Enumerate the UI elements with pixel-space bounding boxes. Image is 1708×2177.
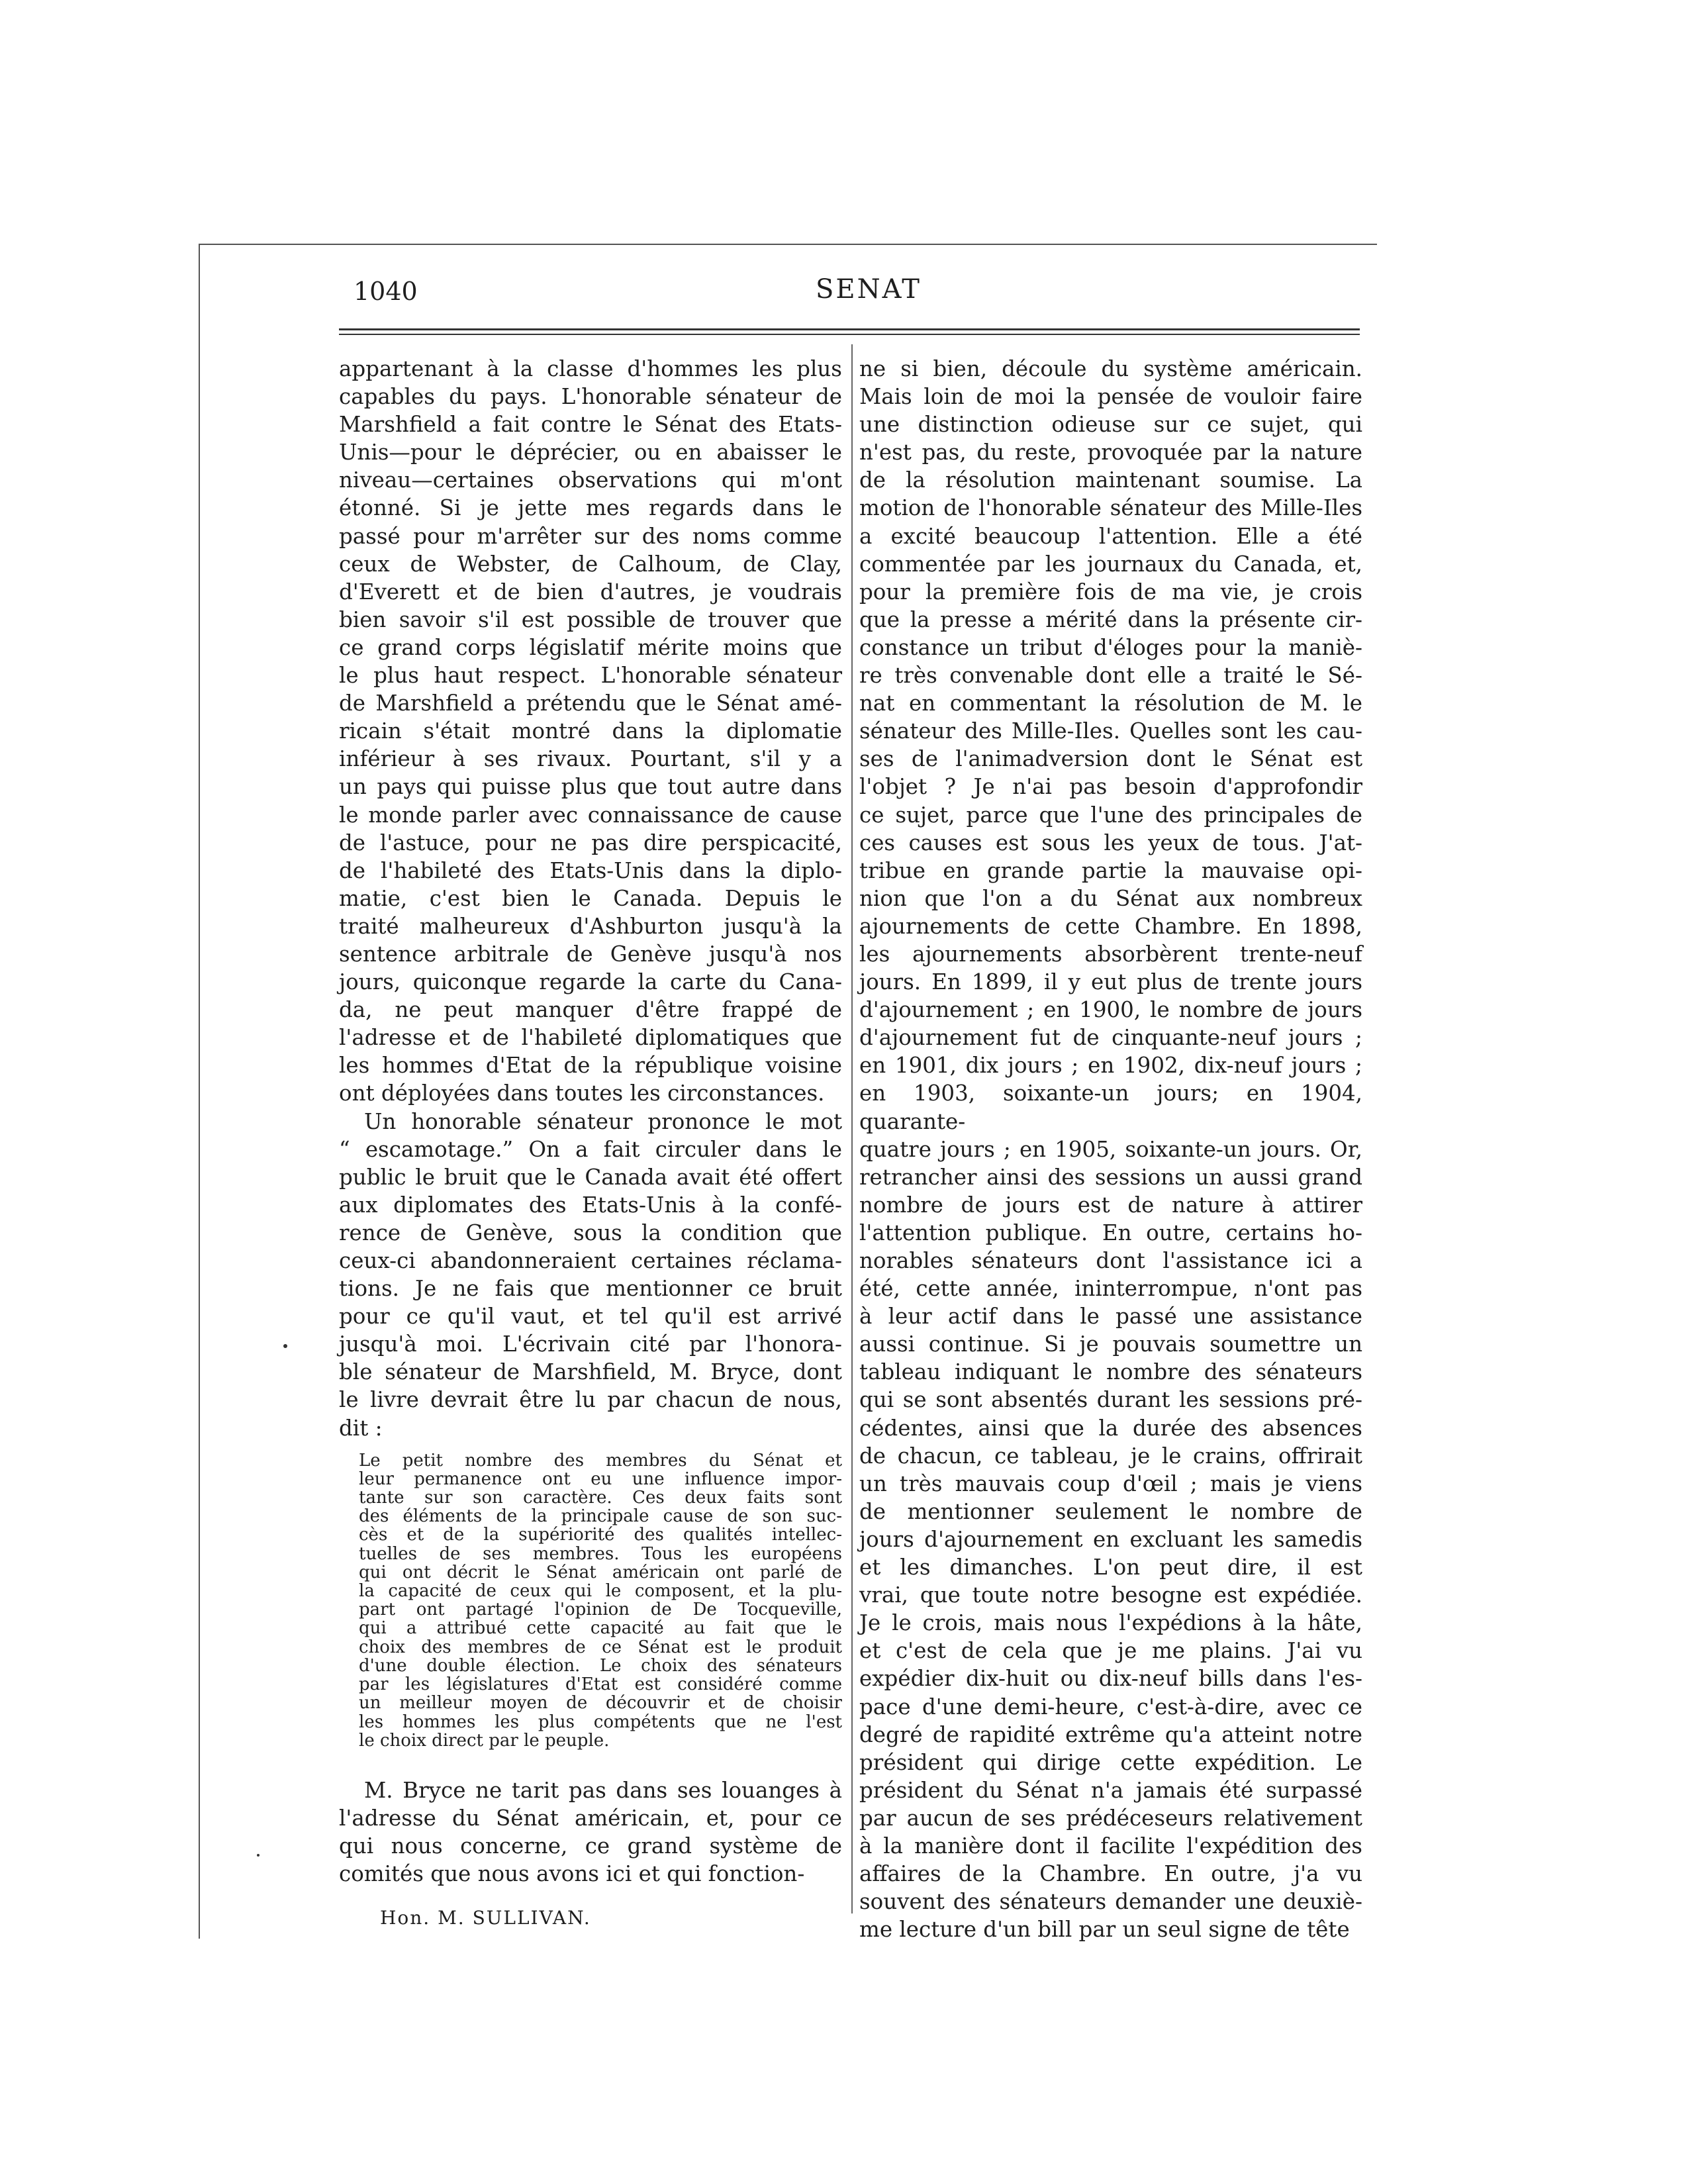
text-line: comités que nous avons ici et qui fonction- xyxy=(339,1861,805,1887)
text-line: Marshfield a fait contre le Sénat des Etats- xyxy=(339,412,842,438)
text-line: ce sujet, parce que l'une des principales de xyxy=(859,802,1362,828)
scan-speck xyxy=(257,1854,260,1857)
scan-page-edge-top xyxy=(199,244,1377,245)
text-line: l'objet ? Je n'ai pas besoin d'approfondir xyxy=(859,774,1362,800)
page-number: 1040 xyxy=(354,277,418,306)
text-line: choix des membres de ce Sénat est le produit xyxy=(359,1637,842,1657)
right-column xyxy=(859,355,1362,1943)
text-line: d'Everett et de bien d'autres, je voudrais xyxy=(339,579,842,605)
text-line: public le bruit que le Canada avait été offert xyxy=(339,1164,842,1190)
text-line: nombre de jours est de nature à attirer xyxy=(859,1192,1362,1218)
text-line: aussi continue. Si je pouvais soumettre un xyxy=(859,1331,1362,1357)
text-line: tions. Je ne fais que mentionner ce bruit xyxy=(339,1276,842,1302)
text-line: d'ajournement fut de cinquante-neuf jours ; xyxy=(859,1025,1362,1051)
text-line: à la manière dont il facilite l'expédition des xyxy=(859,1833,1362,1859)
text-line: été, cette année, ininterrompue, n'ont pas xyxy=(859,1276,1362,1302)
text-line: par aucun de ses prédéceseurs relativement xyxy=(859,1805,1362,1831)
text-line: ricain s'était montré dans la diplomatie xyxy=(339,718,842,744)
text-line: pace d'une demi-heure, c'est-à-dire, avec ce xyxy=(859,1694,1362,1719)
text-line: n'est pas, du reste, provoquée par la nature xyxy=(859,440,1362,465)
text-line: des éléments de la principale cause de son suc- xyxy=(359,1506,842,1527)
text-line: tableau indiquant le nombre des sénateurs xyxy=(859,1359,1362,1385)
text-line: rence de Genève, sous la condition que xyxy=(339,1220,842,1245)
text-line: l'attention publique. En outre, certains ho- xyxy=(859,1220,1362,1245)
text-line: nat en commentant la résolution de M. le xyxy=(859,691,1362,716)
text-line: qui ont décrit le Sénat américain ont parlé de xyxy=(359,1562,842,1582)
text-line: à leur actif dans le passé une assistance xyxy=(859,1304,1362,1330)
text-line: qui nous concerne, ce grand système de xyxy=(339,1833,842,1859)
text-line: capables du pays. L'honorable sénateur de xyxy=(339,384,842,410)
text-line: ces causes est sous les yeux de tous. J'at- xyxy=(859,830,1362,855)
text-line: la capacité de ceux qui le composent, et la plu- xyxy=(359,1581,842,1602)
scan-speck xyxy=(283,1344,287,1348)
scan-page-edge-left xyxy=(199,244,200,1939)
text-line: Unis—pour le déprécier, ou en abaisser le xyxy=(339,440,842,465)
text-line: président du Sénat n'a jamais été surpassé xyxy=(859,1777,1362,1803)
text-line: un meilleur moyen de découvrir et de choisir xyxy=(359,1693,842,1714)
text-line: d'une double élection. Le choix des sénateurs xyxy=(359,1655,842,1676)
text-line: que la presse a mérité dans la présente cir- xyxy=(859,606,1362,632)
text-line: expédier dix-huit ou dix-neuf bills dans l'es- xyxy=(859,1666,1362,1692)
text-line: ble sénateur de Marshfield, M. Bryce, dont xyxy=(339,1359,842,1385)
text-line: ses de l'animadversion dont le Sénat est xyxy=(859,746,1362,772)
text-line: me lecture d'un bill par un seul signe de tête xyxy=(859,1917,1350,1943)
text-line: ce grand corps législatif mérite moins que xyxy=(339,634,842,660)
text-line: les hommes d'Etat de la république voisine xyxy=(339,1053,842,1079)
text-line: de Marshfield a prétendu que le Sénat amé- xyxy=(339,691,842,716)
text-line: une distinction odieuse sur ce sujet, qui xyxy=(859,412,1362,438)
text-line: vrai, que toute notre besogne est expédiée. xyxy=(859,1582,1362,1608)
text-line: tante sur son caractère. Ces deux faits sont xyxy=(359,1488,842,1508)
text-line: quatre jours ; en 1905, soixante-un jours. Or, xyxy=(859,1136,1362,1162)
column-divider xyxy=(851,344,853,1913)
text-line: Je le crois, mais nous l'expédions à la hâte, xyxy=(859,1610,1362,1636)
text-line: qui a attribué cette capacité au fait que le xyxy=(359,1618,842,1639)
text-line: ceux de Webster, de Calhoum, de Clay, xyxy=(339,551,842,577)
text-line: degré de rapidité extrême qu'a atteint notre xyxy=(859,1721,1362,1747)
text-line: les ajournements absorbèrent trente-neuf xyxy=(859,941,1362,967)
text-line: en 1901, dix jours ; en 1902, dix-neuf jours ; xyxy=(859,1053,1362,1079)
quote-spacer xyxy=(339,1750,842,1776)
text-line: “ escamotage.” On a fait circuler dans le xyxy=(339,1136,842,1162)
left-column xyxy=(339,355,842,1888)
text-line: cès et de la supériorité des qualités intellec- xyxy=(359,1525,842,1545)
text-line: traité malheureux d'Ashburton jusqu'à la xyxy=(339,913,842,939)
text-line: commentée par les journaux du Canada, et, xyxy=(859,551,1362,577)
text-line: et les dimanches. L'on peut dire, il est xyxy=(859,1555,1362,1580)
header-rule-bottom xyxy=(339,334,1360,335)
left-paragraph-2 xyxy=(339,1108,842,1442)
text-line: da, ne peut manquer d'être frappé de xyxy=(339,997,842,1023)
text-line: le choix direct par le peuple. xyxy=(359,1730,610,1751)
text-line: tuelles de ses membres. Tous les européens xyxy=(359,1543,842,1564)
text-line: le plus haut respect. L'honorable sénateur xyxy=(339,663,842,689)
text-line: Mais loin de moi la pensée de vouloir faire xyxy=(859,384,1362,410)
text-line: et c'est de cela que je me plains. J'ai vu xyxy=(859,1638,1362,1664)
text-line: part ont partagé l'opinion de De Tocqueville, xyxy=(359,1600,842,1620)
text-line: Le petit nombre des membres du Sénat et xyxy=(359,1450,842,1471)
text-line: niveau—certaines observations qui m'ont xyxy=(339,467,842,493)
text-line: le livre devrait être lu par chacun de nous, xyxy=(339,1387,842,1413)
text-line: par les législatures d'Etat est considéré comme xyxy=(359,1674,842,1695)
text-line: constance un tribut d'éloges pour la maniè- xyxy=(859,634,1362,660)
text-line: de mentionner seulement le nombre de xyxy=(859,1498,1362,1524)
text-line: passé pour m'arrêter sur des noms comme xyxy=(339,523,842,549)
text-line: jours, quiconque regarde la carte du Cana- xyxy=(339,969,842,995)
text-line: matie, c'est bien le Canada. Depuis le xyxy=(339,885,842,911)
text-line: norables sénateurs dont l'assistance ici a xyxy=(859,1248,1362,1273)
text-line: pour la première fois de ma vie, je crois xyxy=(859,579,1362,605)
text-line: président qui dirige cette expédition. Le xyxy=(859,1749,1362,1775)
left-paragraph-1 xyxy=(339,355,842,1108)
text-line: Un honorable sénateur prononce le mot xyxy=(364,1108,842,1134)
text-line: de chacun, ce tableau, je le crains, offrirait xyxy=(859,1443,1362,1469)
text-line: de l'astuce, pour ne pas dire perspicacité, xyxy=(339,830,842,855)
text-line: appartenant à la classe d'hommes les plus xyxy=(339,356,842,381)
text-line: affaires de la Chambre. En outre, j'a vu xyxy=(859,1861,1362,1887)
text-line: ont déployées dans toutes les circonstances. xyxy=(339,1081,825,1106)
block-quote-bryce xyxy=(359,1451,842,1750)
text-line: M. Bryce ne tarit pas dans ses louanges à xyxy=(364,1777,842,1803)
text-line: ne si bien, découle du système américain. xyxy=(859,356,1362,381)
text-line: étonné. Si je jette mes regards dans le xyxy=(339,495,842,521)
text-line: sénateur des Mille-Iles. Quelles sont les cau- xyxy=(859,718,1362,744)
text-line: ceux-ci abandonneraient certaines réclama- xyxy=(339,1248,842,1273)
text-line: inférieur à ses rivaux. Pourtant, s'il y a xyxy=(339,746,842,772)
running-head-title: SENAT xyxy=(816,274,922,305)
text-line: retrancher ainsi des sessions un aussi grand xyxy=(859,1164,1362,1190)
text-line: pour ce qu'il vaut, et tel qu'il est arrivé xyxy=(339,1304,842,1330)
text-line: tribue en grande partie la mauvaise opi- xyxy=(859,857,1362,883)
right-paragraph-1 xyxy=(859,355,1362,1943)
text-line: re très convenable dont elle a traité le Sé- xyxy=(859,663,1362,689)
text-line: le monde parler avec connaissance de cause xyxy=(339,802,842,828)
header-rule-top xyxy=(339,328,1360,330)
text-line: leur permanence ont eu une influence impor- xyxy=(359,1469,842,1489)
text-line: jusqu'à moi. L'écrivain cité par l'honora- xyxy=(339,1331,842,1357)
text-line: qui se sont absentés durant les sessions pré- xyxy=(859,1387,1362,1413)
text-line: les hommes les plus compétents que ne l'est xyxy=(359,1712,842,1732)
text-line: jours d'ajournement en excluant les samedis xyxy=(859,1526,1362,1552)
text-line: d'ajournement ; en 1900, le nombre de jours xyxy=(859,997,1362,1023)
text-line: un pays qui puisse plus que tout autre dans xyxy=(339,774,842,800)
text-line: motion de l'honorable sénateur des Mille-Iles xyxy=(859,495,1362,521)
speaker-name-footer: Hon. M. SULLIVAN. xyxy=(380,1907,591,1929)
text-line: nion que l'on a du Sénat aux nombreux xyxy=(859,885,1362,911)
text-line: ajournements de cette Chambre. En 1898, xyxy=(859,913,1362,939)
text-line: en 1903, soixante-un jours; en 1904, quarante- xyxy=(859,1081,1362,1134)
text-line: bien savoir s'il est possible de trouver que xyxy=(339,606,842,632)
left-paragraph-3 xyxy=(339,1776,842,1888)
text-line: de la résolution maintenant soumise. La xyxy=(859,467,1362,493)
text-line: sentence arbitrale de Genève jusqu'à nos xyxy=(339,941,842,967)
text-line: de l'habileté des Etats-Unis dans la diplo- xyxy=(339,857,842,883)
text-line: souvent des sénateurs demander une deuxiè- xyxy=(859,1889,1362,1915)
text-line: l'adresse et de l'habileté diplomatiques que xyxy=(339,1025,842,1051)
text-line: a excité beaucoup l'attention. Elle a été xyxy=(859,523,1362,549)
text-line: jours. En 1899, il y eut plus de trente jours xyxy=(859,969,1362,995)
text-line: dit : xyxy=(339,1415,383,1441)
text-line: l'adresse du Sénat américain, et, pour ce xyxy=(339,1806,842,1831)
text-line: cédentes, ainsi que la durée des absences xyxy=(859,1415,1362,1441)
text-line: aux diplomates des Etats-Unis à la confé- xyxy=(339,1192,842,1218)
text-line: un très mauvais coup d'œil ; mais je viens xyxy=(859,1471,1362,1496)
